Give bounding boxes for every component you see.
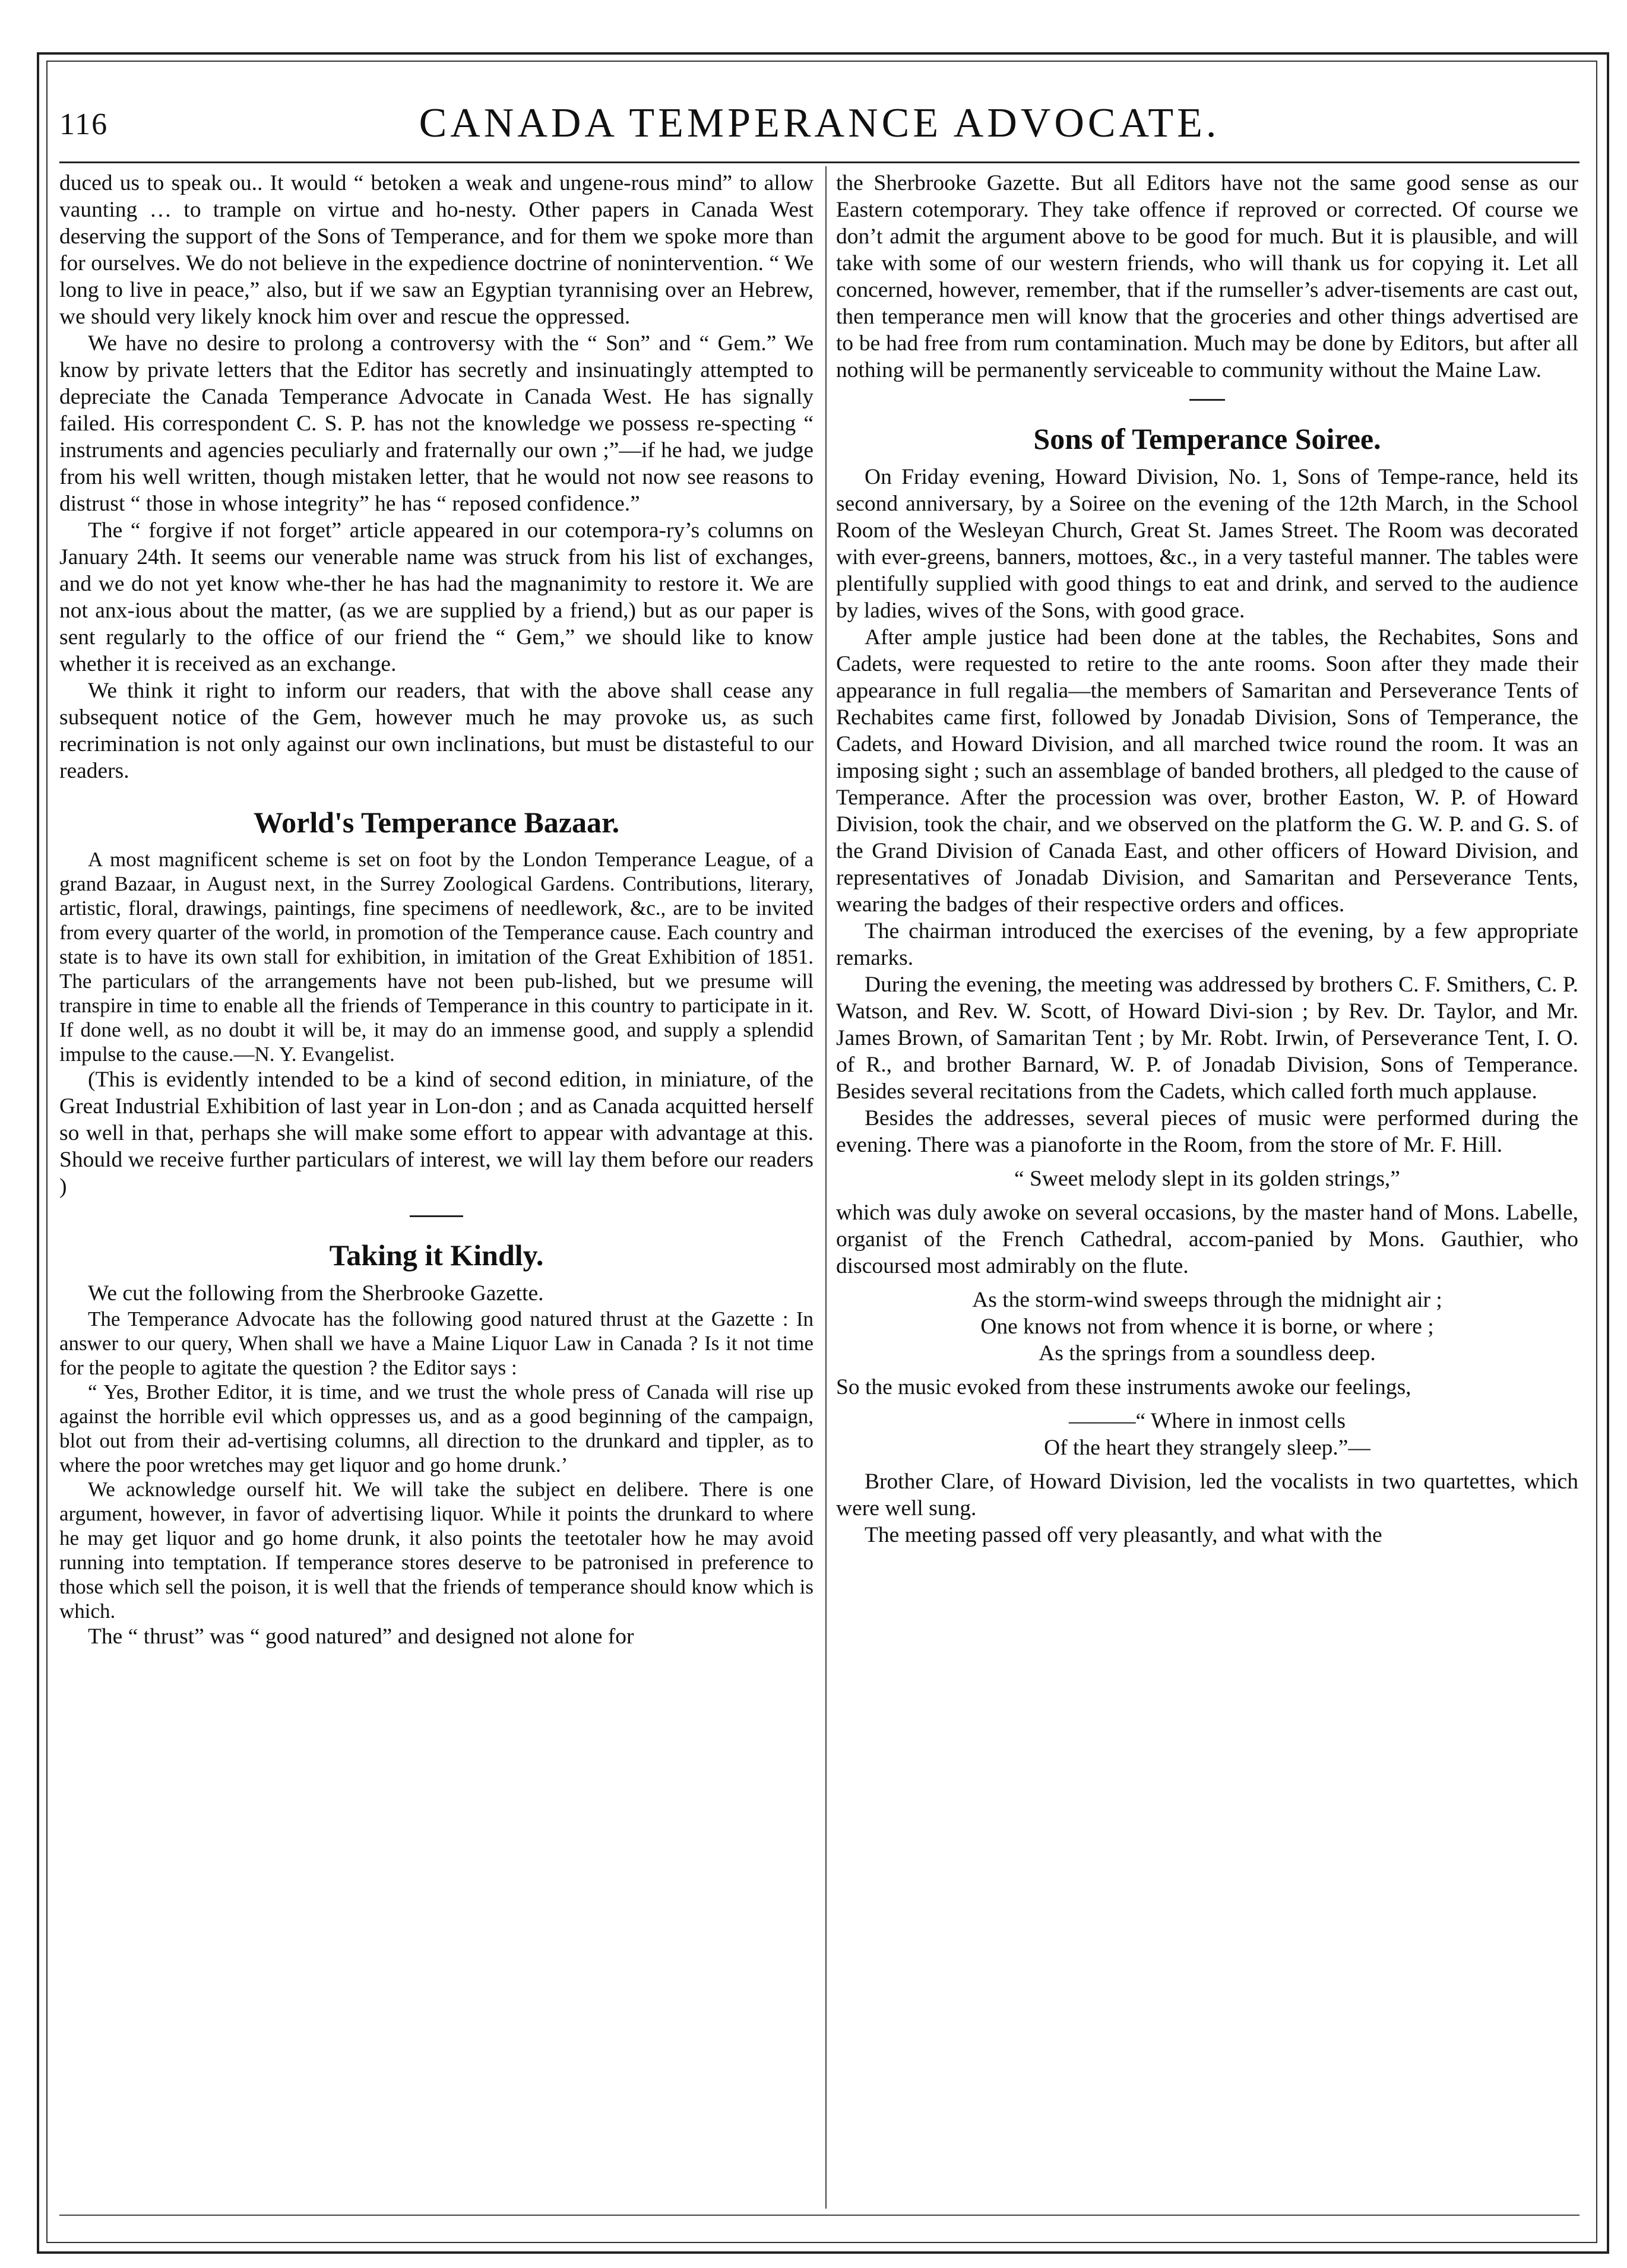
verse-block (836, 1287, 1578, 1367)
footer-rule (59, 2215, 1579, 2216)
page-header (59, 89, 1579, 160)
kindly-heading: Taking it Kindly. (329, 1238, 544, 1272)
article-continuation-para: the Sherbrooke Gazette. But all Editors have not the same good sense as our Eastern cotemporary. They take offence if reproved or corrected. Of course we don’t admit the argument above to be good for much. But it is plausible, and will take with some of our western friends, who will thank us for copying it. Let all concerned, however, remember, that if the rumseller’s adver-tisements are cast out, then temperance men will know that the groceries and other things advertised are to be had free from rum contamination. Much may be done by Editors, but after all nothing will be permanently serviceable to community without the Maine Law. (836, 171, 1578, 382)
kindly-para: We cut the following from the Sherbrooke Gazette. (88, 1281, 544, 1306)
section-rule (1189, 399, 1225, 401)
quote-text: “ Sweet melody slept in its golden strings,” (1014, 1167, 1400, 1191)
column-divider (825, 166, 827, 2209)
bazaar-para: A most magnificent scheme is set on foot by the London Temperance League, of a grand Bazaar, in August next, in the Surrey Zoological Gardens. Contributions, literary, artistic, floral, drawings, paintings, fine specimens of needlework, &c., are to be invited from every quarter of the world, in promotion of the Temperance cause. Each country and state is to have its own stall for exhibition, in imitation of the Great Exhibition of 1851. The particulars of the arrangements have not been pub-lished, but we presume will transpire in time to enable all the friends of Temperance in this country to participate in it. If done well, as no doubt it will be, it may do an immense good, and supply a splendid impulse to the cause.—N. Y. Evangelist. (59, 848, 814, 1066)
kindly-para: The Temperance Advocate has the following good natured thrust at the Gazette : In answer to our query, When shall we have a Maine Liquor Law in Canada ? Is it not time for the people to agitate the question ? the Editor says : (59, 1307, 814, 1379)
soiree-heading: Sons of Temperance Soiree. (1033, 422, 1381, 455)
verse-line: One knows not from whence it is borne, or where ; (980, 1314, 1434, 1339)
right-column (836, 170, 1578, 1548)
article-para: We think it right to inform our readers, that with the above shall cease any subsequent notice of the Gem, however much he may provoke us, as such recrimination is not only against our own inclinations, but must be distasteful to our readers. (59, 679, 814, 783)
soiree-para: On Friday evening, Howard Division, No. 1, Sons of Tempe-rance, held its second anniversary, by a Soiree on the evening of the 12th March, in the School Room of the Wesleyan Church, Great St. James Street. The Room was decorated with ever-greens, banners, mottoes, &c., in a very tasteful manner. The tables were plentifully supplied with good things to eat and drink, and served to the audience by ladies, wives of the Sons, with good grace. (836, 465, 1578, 623)
article-para: The “ forgive if not forget” article appeared in our cotempora-ry’s columns on January 24th. It seems our venerable name was struck from his list of exchanges, and we do not yet know whe-ther he has had the magnanimity to restore it. We are not anx-ious about the matter, (as we are supplied by a friend,) but as our paper is sent regularly to the office of our friend the “ Gem,” we should like to know whether it is received as an exchange. (59, 518, 814, 676)
soiree-para: Brother Clare, of Howard Division, led the vocalists in two quartettes, which were well sung. (836, 1469, 1578, 1521)
quote-line (836, 1165, 1578, 1192)
section-rule (410, 1215, 463, 1217)
verse-line: ———“ Where in inmost cells (1069, 1409, 1346, 1433)
soiree-para: After ample justice had been done at the tables, the Rechabites, Sons and Cadets, were requested to retire to the ante rooms. Soon after they made their appearance in full regalia—the members of Samaritan and Perseverance Tents of Rechabites came first, followed by Jonadab Division, Sons of Temperance, the Cadets, and Howard Division, and all marched twice round the room. It was an imposing sight ; such an assemblage of banded brothers, all pledged to the cause of Temperance. After the procession was over, brother Easton, W. P. of Howard Division, took the chair, and we observed on the platform the G. W. P. and G. S. of the Grand Division of Canada East, and other officers of Howard Division, and representatives of Jonadab Division, and Samaritan and Perseverance Tents, wearing the badges of their respective orders and offices. (836, 625, 1578, 917)
bazaar-heading: World's Temperance Bazaar. (253, 806, 620, 839)
verse-line: Of the heart they strangely sleep.”— (1044, 1436, 1370, 1460)
page-number: 116 (59, 107, 109, 141)
soiree-para: Besides the addresses, several pieces of music were performed during the evening. There was a pianoforte in the Room, from the store of Mr. F. Hill. (836, 1106, 1578, 1157)
soiree-para: which was duly awoke on several occasions, by the master hand of Mons. Labelle, organist of the French Cathedral, accom-panied by Mons. Gauthier, who discoursed most admirably on the flute. (836, 1200, 1578, 1278)
article-continuation-para: duced us to speak ou.. It would “ betoken a weak and ungene-rous mind” to allow vaunting … to trample on virtue and ho-nesty. Other papers in Canada West deserving the support of the Sons of Temperance, and for them we spoke more than for ourselves. We do not believe in the expedience doctrine of nonintervention. “ We long to live in peace,” also, but if we saw an Egyptian tyrannising over an Hebrew, we should very likely knock him over and rescue the oppressed. (59, 171, 814, 329)
verse-block (836, 1408, 1578, 1461)
masthead-title: CANADA TEMPERANCE ADVOCATE. (419, 100, 1220, 146)
soiree-para: The chairman introduced the exercises of the evening, by a few appropriate remarks. (836, 919, 1578, 970)
header-rule (59, 161, 1579, 163)
left-column (59, 170, 814, 1650)
soiree-para: During the evening, the meeting was addressed by brothers C. F. Smithers, C. P. Watson, and Rev. W. Scott, of Howard Divi-sion ; by Rev. Dr. Taylor, and Mr. James Brown, of Samaritan Tent ; by Mr. Robt. Irwin, of Perseverance Tent, I. O. of R., and brother Barnard, W. P. of Jonadab Division, Sons of Temperance. Besides several recitations from the Cadets, which called forth much applause. (836, 973, 1578, 1104)
verse-line: As the springs from a soundless deep. (1039, 1341, 1376, 1366)
soiree-para: So the music evoked from these instruments awoke our feelings, (836, 1375, 1411, 1399)
kindly-quote: “ Yes, Brother Editor, it is time, and we trust the whole press of Canada will rise up against the horrible evil which oppresses us, and as a good beginning of the campaign, blot out from their ad-vertising columns, all direction to the drunkard and tippler, as to where the poor wretches may get liquor and go home drunk.’ (59, 1380, 814, 1477)
bazaar-para: (This is evidently intended to be a kind of second edition, in miniature, of the Great Industrial Exhibition of last year in Lon-don ; and as Canada acquitted herself so well in that, perhaps she will make some effort to appear with advantage at this. Should we receive further particulars of interest, we will lay them before our readers ) (59, 1068, 814, 1199)
soiree-para: The meeting passed off very pleasantly, and what with the (865, 1523, 1382, 1547)
kindly-para: The “ thrust” was “ good natured” and designed not alone for (88, 1624, 634, 1649)
kindly-para: We acknowledge ourself hit. We will take the subject en delibere. There is one argument, however, in favor of advertising liquor. While it points the drunkard to where he may get liquor and go home drunk, it also points the teetotaler how he may avoid running into temptation. If temperance stores deserve to be patronised in preference to those which sell the poison, it is well that the friends of temperance should know which is which. (59, 1478, 814, 1623)
article-para: We have no desire to prolong a controversy with the “ Son” and “ Gem.” We know by private letters that the Editor has secretly and insinuatingly attempted to depreciate the Canada Temperance Advocate in Canada West. He has signally failed. His correspondent C. S. P. has not the knowledge we possess re-specting “ instruments and agencies peculiarly and fraternally our own ;”—if he had, we judge from his well written, though mistaken letter, that he would not now see reasons to distrust “ those in whose integrity” he has “ reposed confidence.” (59, 331, 814, 516)
verse-line: As the storm-wind sweeps through the midnight air ; (972, 1288, 1442, 1312)
